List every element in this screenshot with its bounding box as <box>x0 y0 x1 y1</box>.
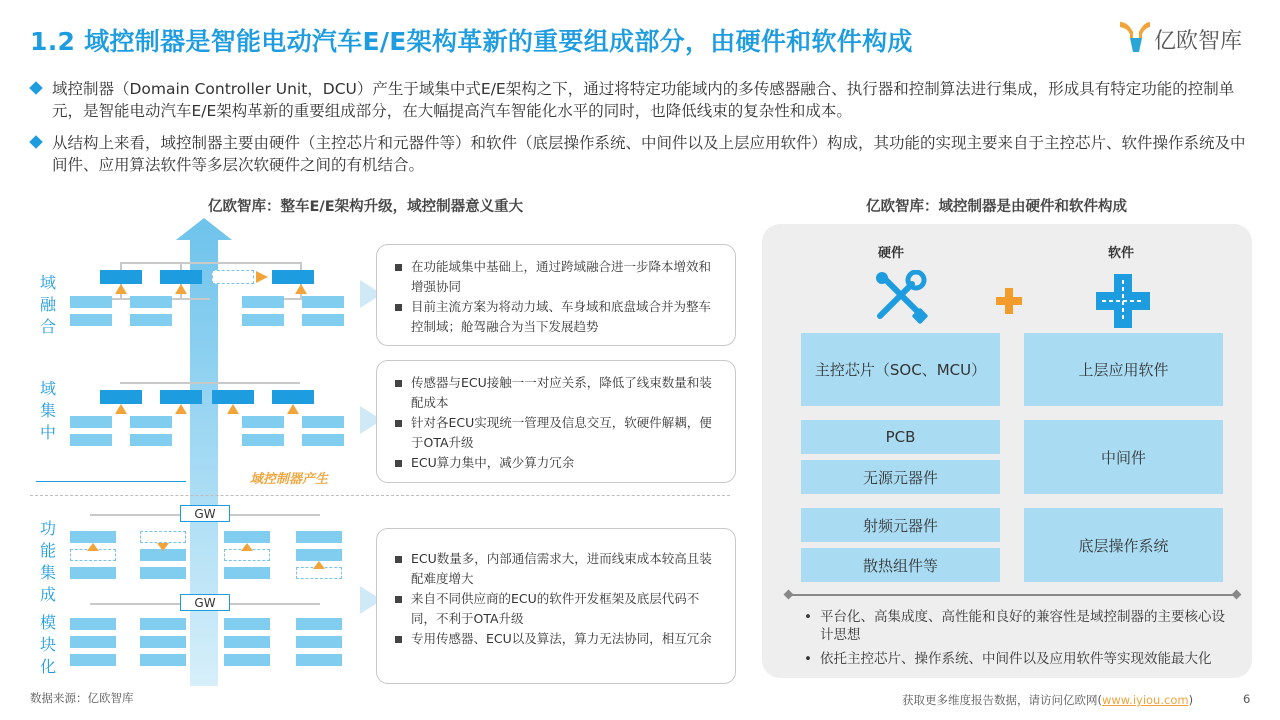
callout-item: 专用传感器、ECU以及算法，算力无法协同，相互冗余 <box>395 629 721 649</box>
arrow-up-icon <box>175 284 187 294</box>
arrow-up-icon <box>313 561 325 569</box>
hw-cell-main-chip: 主控芯片（SOC、MCU） <box>801 333 1000 406</box>
intro-bullet-2-text: 从结构上来看，域控制器主要由硬件（主控芯片和元器件等）和软件（底层操作系统、中间件以及上层应用软件）构成，其功能的实现主要来自于主控芯片、软件操作系统及中间件、应用算法软件等多层次软硬件之间的有机结合。 <box>52 134 1246 174</box>
arrow-up-icon <box>227 404 239 414</box>
stage-label-function: 功能集成 <box>39 519 56 604</box>
page-number: 6 <box>1243 692 1251 706</box>
gateway-box: GW <box>180 594 230 611</box>
callout-item: 目前主流方案为将动力域、车身域和底盘域合并为整车控制域；舱驾融合为当下发展趋势 <box>395 297 721 337</box>
tools-icon <box>870 270 930 326</box>
callout-item: ECU算力集中，减少算力冗余 <box>395 453 721 473</box>
footer-more-text: 获取更多维度报告数据，请访问亿欧网 <box>902 693 1098 707</box>
logo-text: 亿欧智库 <box>1154 29 1243 54</box>
gateway-box: GW <box>180 505 230 522</box>
arrow-down-icon <box>157 543 169 551</box>
emergence-label: 域控制器产生 <box>250 472 329 487</box>
callout-fusion <box>376 244 736 346</box>
panel-bullet-1: • 平台化、高集成度、高性能和良好的兼容性是域控制器的主要核心设计思想 <box>802 608 1232 644</box>
hw-cell-thermal: 散热组件等 <box>801 548 1000 582</box>
callout-item: 在功能域集中基础上，通过跨域融合进一步降本增效和增强协同 <box>395 257 721 297</box>
callout-centralized <box>376 360 736 483</box>
sw-cell-middleware: 中间件 <box>1024 420 1223 494</box>
arrow-up-icon <box>295 284 307 294</box>
arrow-up-icon <box>87 543 99 551</box>
page-title: 1.2 域控制器是智能电动汽车E/E架构革新的重要组成部分，由硬件和软件构成 <box>30 27 913 56</box>
intro-bullet-2 <box>30 132 1260 176</box>
stage-label-fusion: 域融合 <box>39 273 56 336</box>
callout-item: 来自不同供应商的ECU的软件开发框架及底层代码不同，不利于OTA升级 <box>395 589 721 629</box>
hw-cell-rf: 射频元器件 <box>801 508 1000 542</box>
panel-divider <box>788 594 1238 596</box>
divider-line <box>30 495 730 496</box>
footer-link[interactable]: www.iyiou.com <box>1102 693 1189 707</box>
sw-cell-os: 底层操作系统 <box>1024 508 1223 582</box>
brand-logo <box>1118 18 1263 58</box>
hw-cell-pcb: PCB <box>801 420 1000 454</box>
arrow-up-icon <box>115 404 127 414</box>
diamond-bullet-icon <box>29 81 43 95</box>
footer-more-info: 获取更多维度报告数据，请访问亿欧网(www.iyiou.com) <box>902 693 1194 707</box>
callout-item: 传感器与ECU接触一一对应关系，降低了线束数量和装配成本 <box>395 373 721 413</box>
arrow-up-icon <box>241 543 253 551</box>
callout-item: 针对各ECU实现统一管理及信息交互，软硬件解耦，便于OTA升级 <box>395 413 721 453</box>
stage-label-centralized: 域集中 <box>39 379 56 442</box>
left-chart-title: 亿欧智库：整车E/E架构升级，域控制器意义重大 <box>208 199 524 215</box>
diamond-bullet-icon <box>29 135 43 149</box>
intro-bullet-1 <box>30 78 1260 122</box>
hw-cell-passive: 无源元器件 <box>801 460 1000 494</box>
software-cross-icon <box>1096 274 1150 328</box>
intro-bullet-1-text: 域控制器（Domain Controller Unit，DCU）产生于域集中式E/E架构之下，通过将特定功能域内的多传感器融合、执行器和控制算法进行集成，形成具有特定功能的控制单元，是智能电动汽车E/E架构革新的重要组成部分，在大幅提高汽车智能化水平的同时，也降低线束的复杂性和成本。 <box>52 80 1235 120</box>
stage-label-module: 模块化 <box>39 613 56 676</box>
sw-cell-application: 上层应用软件 <box>1024 333 1223 406</box>
logo-mark-icon <box>1118 18 1152 54</box>
arrow-up-icon <box>115 284 127 294</box>
hardware-label: 硬件 <box>878 246 905 261</box>
data-source: 数据来源：亿欧智库 <box>30 691 134 705</box>
software-label: 软件 <box>1108 246 1135 261</box>
emergence-underline <box>36 481 186 482</box>
panel-bullet-2: • 依托主控芯片、操作系统、中间件以及应用软件等实现效能最大化 <box>802 650 1232 668</box>
plus-icon <box>996 288 1022 314</box>
arrow-up-icon <box>287 404 299 414</box>
callout-item: ECU数量多，内部通信需求大，进而线束成本较高且装配难度增大 <box>395 549 721 589</box>
arrow-up-icon <box>175 404 187 414</box>
callout-module <box>376 528 736 684</box>
arrow-right-icon <box>256 271 270 283</box>
right-chart-title: 亿欧智库：域控制器是由硬件和软件构成 <box>866 199 1127 215</box>
